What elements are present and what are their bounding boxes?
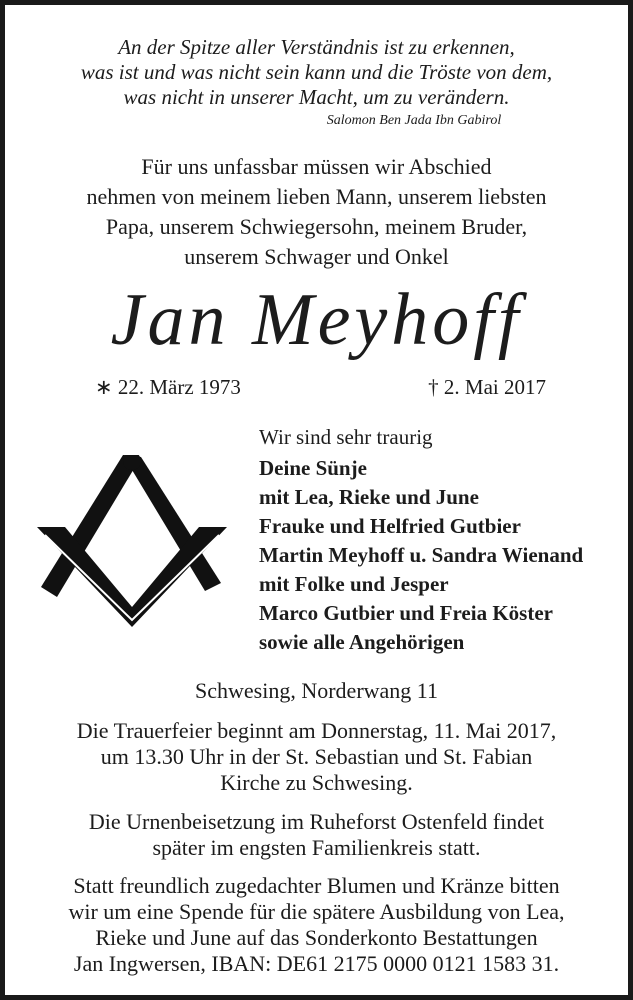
mourner-name: mit Lea, Rieke und June bbox=[259, 485, 479, 509]
quote-line: An der Spitze aller Verständnis ist zu erkennen, bbox=[118, 35, 515, 59]
family-address: Schwesing, Norderwang 11 bbox=[195, 678, 438, 703]
burial-info bbox=[5, 809, 628, 861]
quote-author: Salomon Ben Jada Ibn Gabirol bbox=[326, 113, 502, 128]
donation-line: Jan Ingwersen, IBAN: DE61 2175 0000 0121 1583 31. bbox=[73, 951, 560, 976]
quote-line: was ist und was nicht sein kann und die Tröste von dem, bbox=[80, 60, 553, 84]
death-date: † 2. Mai 2017 bbox=[428, 375, 546, 399]
intro-line: unserem Schwager und Onkel bbox=[184, 244, 449, 269]
intro-line: Papa, unserem Schwiegersohn, meinem Bruder, bbox=[105, 214, 528, 239]
donation-line: Statt freundlich zugedachter Blumen und Kränze bitten bbox=[73, 873, 560, 898]
intro-line: nehmen von meinem lieben Mann, unserem liebsten bbox=[86, 184, 547, 209]
intro-text bbox=[5, 152, 628, 272]
mourner-name: Martin Meyhoff u. Sandra Wienand bbox=[259, 543, 584, 567]
quote-line: was nicht in unserer Macht, um zu verändern. bbox=[123, 85, 510, 109]
mourner-name: Marco Gutbier und Freia Köster bbox=[259, 601, 553, 625]
square-and-compasses-icon bbox=[37, 455, 227, 630]
intro-line: Für uns unfassbar müssen wir Abschied bbox=[141, 154, 492, 179]
funeral-line: Kirche zu Schwesing. bbox=[220, 770, 413, 795]
mourners-list bbox=[259, 423, 583, 657]
mourners-lead: Wir sind sehr traurig bbox=[259, 425, 433, 449]
burial-line: Die Urnenbeisetzung im Ruheforst Ostenfeld findet bbox=[88, 809, 545, 834]
deceased-name: Jan Meyhoff bbox=[110, 279, 523, 361]
epigraph-quote bbox=[5, 35, 628, 110]
donation-line: Rieke und June auf das Sonderkonto Bestattungen bbox=[95, 925, 538, 950]
mourner-name: mit Folke und Jesper bbox=[259, 572, 449, 596]
mourner-name: Frauke und Helfried Gutbier bbox=[259, 514, 521, 538]
donation-line: wir um eine Spende für die spätere Ausbildung von Lea, bbox=[68, 899, 565, 924]
funeral-line: Die Trauerfeier beginnt am Donnerstag, 11. Mai 2017, bbox=[76, 718, 557, 743]
birth-date: ∗ 22. März 1973 bbox=[95, 375, 241, 399]
donation-info bbox=[5, 873, 628, 977]
mourner-name: sowie alle Angehörigen bbox=[259, 630, 465, 654]
mourner-name: Deine Sünje bbox=[259, 456, 367, 480]
funeral-info bbox=[5, 718, 628, 796]
funeral-line: um 13.30 Uhr in der St. Sebastian und St. Fabian bbox=[100, 744, 533, 769]
burial-line: später im engsten Familienkreis statt. bbox=[152, 835, 481, 860]
